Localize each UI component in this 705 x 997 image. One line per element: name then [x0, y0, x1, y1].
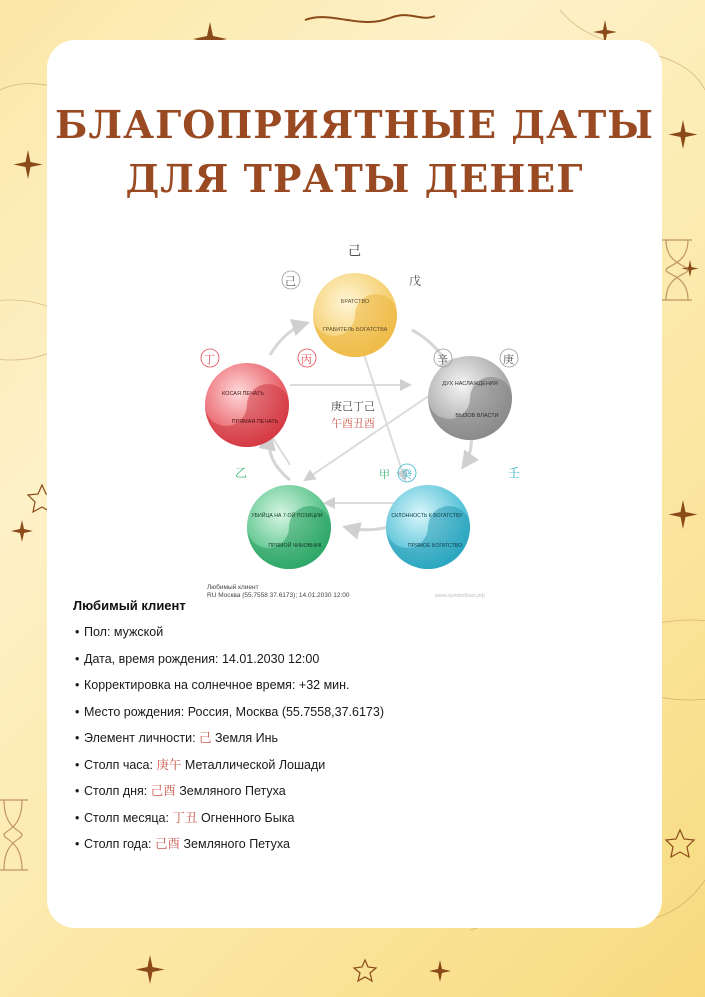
list-item: • Столп месяца: 丁丑 Огненного Быка — [75, 809, 295, 825]
svg-text:ПРЯМОЕ БОГАТСТВО: ПРЯМОЕ БОГАТСТВО — [407, 543, 463, 549]
content-card — [47, 40, 662, 928]
client-name: Любимый клиент — [73, 598, 186, 613]
water-sphere — [386, 485, 470, 569]
fire-sphere — [205, 363, 289, 447]
list-item: • Дата, время рождения: 14.01.2030 12:00 — [75, 651, 320, 666]
svg-text:乙: 乙 — [235, 466, 248, 480]
top-stem-char: 己 — [348, 244, 362, 259]
earth-sphere — [313, 273, 397, 357]
center-branches: 午酉丑酉 — [331, 417, 375, 430]
center-stems: 庚己丁己 — [331, 400, 375, 413]
svg-text:КОСАЯ ПЕЧАТЬ: КОСАЯ ПЕЧАТЬ — [222, 391, 264, 397]
wood-sphere — [247, 485, 331, 569]
wheel-watermark: www.symbolbazi.рф — [435, 593, 485, 599]
svg-text:УБИЙЦА НА 7-ОЙ ПОЗИЦИИ: УБИЙЦА НА 7-ОЙ ПОЗИЦИИ — [251, 513, 323, 519]
svg-text:壬: 壬 — [508, 466, 521, 480]
client-facts-list — [75, 624, 384, 863]
wheel-caption-details: RU Москва (55.7558 37.6173); 14.01.2030 12:00 — [207, 592, 350, 599]
svg-text:庚: 庚 — [503, 353, 514, 366]
svg-text:ДУХ НАСЛАЖДЕНИЯ: ДУХ НАСЛАЖДЕНИЯ — [442, 381, 498, 387]
title-line-1: БЛАГОПРИЯТНЫЕ ДАТЫ — [55, 102, 654, 147]
svg-text:СКЛОННОСТЬ К БОГАТСТВУ: СКЛОННОСТЬ К БОГАТСТВУ — [391, 513, 463, 519]
wheel-caption-name: Любимый клиент — [207, 584, 259, 591]
list-item: • Пол: мужской — [75, 625, 164, 639]
list-item: • Место рождения: Россия, Москва (55.7558,37.6173) — [75, 704, 384, 719]
svg-text:ПРЯМОЙ ЧИНОВНИК: ПРЯМОЙ ЧИНОВНИК — [268, 543, 322, 549]
five-elements-wheel — [195, 235, 521, 599]
list-item: • Столп часа: 庚午 Металлической Лошади — [75, 756, 326, 772]
svg-text:癸: 癸 — [401, 468, 412, 481]
page-title — [47, 98, 662, 206]
svg-text:ВЫЗОВ ВЛАСТИ: ВЫЗОВ ВЛАСТИ — [455, 413, 499, 419]
list-item: • Корректировка на солнечное время: +32 мин. — [75, 678, 350, 692]
svg-text:甲: 甲 — [379, 468, 390, 481]
list-item: • Столп дня: 己酉 Земляного Петуха — [75, 783, 286, 798]
list-item: • Элемент личности: 己 Земля Инь — [75, 730, 279, 745]
svg-text:辛: 辛 — [437, 353, 448, 366]
svg-text:ПРЯМАЯ ПЕЧАТЬ: ПРЯМАЯ ПЕЧАТЬ — [231, 419, 279, 425]
title-line-2: ДЛЯ ТРАТЫ ДЕНЕГ — [125, 156, 584, 201]
svg-text:戊: 戊 — [409, 274, 422, 288]
svg-text:己: 己 — [285, 275, 296, 288]
metal-sphere — [428, 356, 512, 440]
svg-text:丙: 丙 — [301, 353, 312, 366]
list-item: • Столп года: 己酉 Земляного Петуха — [75, 836, 290, 851]
svg-text:БРАТСТВО: БРАТСТВО — [340, 299, 370, 305]
svg-text:丁: 丁 — [204, 353, 215, 366]
svg-text:ГРАБИТЕЛЬ БОГАТСТВА: ГРАБИТЕЛЬ БОГАТСТВА — [322, 327, 388, 333]
